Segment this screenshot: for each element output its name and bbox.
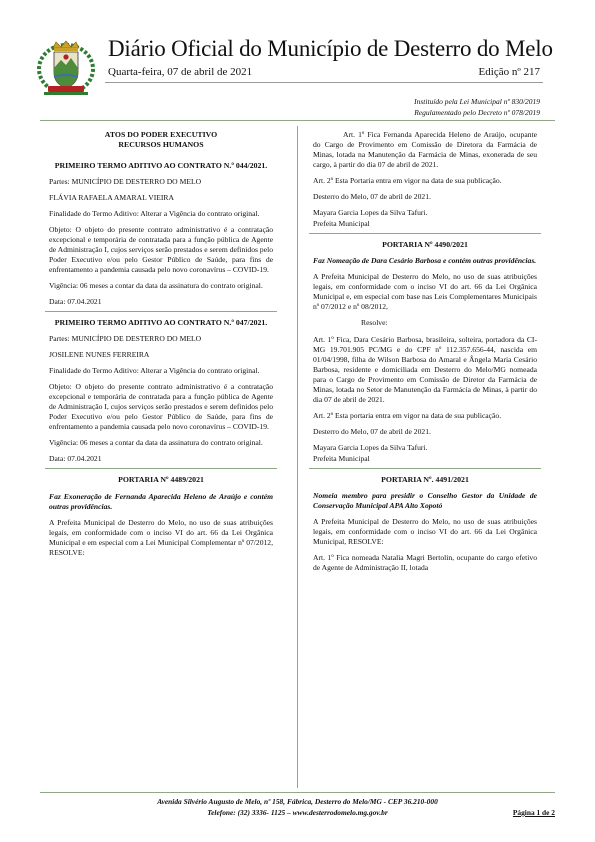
contract-date: Data: 07.04.2021	[49, 454, 102, 464]
portaria-heading: PORTARIA Nº. 4491/2021	[381, 474, 469, 484]
portaria-summary: Faz Exoneração de Fernanda Aparecida Heleno de Araújo e contém outras providências.	[49, 491, 273, 511]
section-divider	[45, 468, 277, 469]
content-top-rule	[40, 120, 555, 121]
content-bottom-rule	[40, 792, 555, 793]
section-subtitle: RECURSOS HUMANOS	[118, 140, 204, 150]
contract-heading: PRIMEIRO TERMO ADITIVO AO CONTRATO N.º 044/2021.	[54, 160, 268, 170]
contract-parties: Partes: MUNICÍPIO DE DESTERRO DO MELO	[49, 334, 202, 344]
municipal-crest-icon	[36, 38, 96, 100]
contract-parties: Partes: MUNICÍPIO DE DESTERRO DO MELO	[49, 176, 202, 186]
portaria-article: Art. 1º Fica Fernanda Aparecida Heleno de Araújo, ocupante do Cargo de Provimento em Comissão de Diretora da Farmácia de Minas, lotada na Manutenção da Farmácia de Minas, exonerada de seu cargo, à partir do dia 07 de abril de 2021.	[313, 130, 537, 170]
header-divider	[105, 82, 543, 83]
portaria-body: A Prefeita Municipal de Desterro do Melo, no uso de suas atribuições legais, em conformidade com o inciso VI do art. 66 da Lei Orgânica Municipal, RESOLVE:	[313, 516, 537, 547]
contract-purpose: Finalidade do Termo Aditivo: Alterar a Vigência do contrato original.	[49, 208, 260, 218]
contract-validity: Vigência: 06 meses a contar da data da assinatura do contrato original.	[49, 438, 263, 448]
section-divider	[309, 468, 541, 469]
portaria-heading: PORTARIA Nº 4489/2021	[118, 475, 204, 485]
right-column	[313, 130, 537, 579]
portaria-body: A Prefeita Municipal de Desterro do Melo, no uso de suas atribuições legais, em conformidade com o inciso VI do art. 66 da Lei Orgânica Municipal e em especial com a Lei Municipal Complementar nº 07/2012, RESOLVE:	[49, 517, 273, 557]
portaria-article: Art. 1º Fica, Dara Cesário Barbosa, brasileira, solteira, portadora da CI-MG 19.701.905 PC/MG e do CPF nº 112.357.656-44, nascida em 01/04/1998, filha de Wilson Barbosa do Amaral e Ângela Maria Cesário Barbosa, residente e domiciliada em Desterro do Melo/MG nomeada para o Cargo de Provimento em Comissão de Diretor da Farmácia de Minas, lotada no Setor de Manutenção da Farmácia de Minas, à partir do dia 07 de abril de 2021.	[313, 334, 537, 404]
footer-address: Avenida Silvério Augusto de Melo, nº 158, Fábrica, Desterro do Melo/MG - CEP 36.210-000	[157, 797, 438, 806]
section-divider	[309, 233, 541, 234]
issue-date: Quarta-feira, 07 de abril de 2021	[108, 66, 253, 78]
contract-purpose: Finalidade do Termo Aditivo: Alterar a Vigência do contrato original.	[49, 366, 260, 376]
newspaper-title: Diário Oficial do Município de Desterro do Melo	[108, 36, 553, 61]
contract-date: Data: 07.04.2021	[49, 296, 102, 306]
contract-heading: PRIMEIRO TERMO ADITIVO AO CONTRATO N.º 047/2021.	[54, 318, 268, 327]
portaria-body: A Prefeita Municipal de Desterro do Melo, no uso de suas atribuições legais, em conformidade com o inciso VI do art. 66 da Lei Orgânica Municipal e, em especial com base nas Leis Complementares Municipais nº 07/2012 e nº 08/2012,	[313, 272, 537, 312]
signatory-role: Prefeita Municipal	[313, 219, 370, 229]
resolve-label: Resolve:	[361, 318, 388, 328]
portaria-article: Art. 1º Fica nomeada Natalia Magri Bertolin, ocupante do cargo efetivo de Agente de Administração II, lotada	[313, 553, 537, 573]
portaria-article: Art. 2º Esta portaria entra em vigor na data de sua publicação.	[313, 410, 502, 420]
portaria-article: Art. 2º Esta Portaria entra em vigor na data de sua publicação.	[313, 176, 502, 186]
left-column	[49, 130, 273, 564]
regulated-note: Regulamentado pelo Decreto nº 078/2019	[414, 108, 540, 117]
portaria-place-date: Desterro do Melo, 07 de abril de 2021.	[313, 192, 431, 202]
page-number: Página 1 de 2	[512, 808, 555, 817]
instituted-note: Instituído pela Lei Municipal nº 830/2019	[414, 97, 540, 106]
section-title: ATOS DO PODER EXECUTIVO	[104, 130, 218, 139]
footer-contact: Telefone: (32) 3336- 1125 – www.desterrodomelo.mg.gov.br	[207, 808, 388, 817]
contract-contractor: JOSILENE NUNES FERREIRA	[49, 350, 150, 360]
signatory-name: Mayara Garcia Lopes da Silva Tafuri.	[313, 442, 428, 452]
column-separator	[297, 126, 298, 788]
contract-contractor: FLÁVIA RAFAELA AMARAL VIEIRA	[49, 192, 174, 202]
contract-object: Objeto: O objeto do presente contrato administrativo é a contratação excepcional e temporária de contratada para a função pública de Agente de Administração I, cujos serviços serão prestados e serem definidos pelo Poder Executivo e/ou pelo Gestor Público de Saúde, para fins de enfrentamento a pandemia causada pelo novo coronavírus – COVID-19.	[49, 382, 273, 432]
portaria-summary: Faz Nomeação de Dara Cesário Barbosa e contém outras providências.	[313, 256, 537, 266]
portaria-summary: Nomeia membro para presidir o Conselho Gestor da Unidade de Conservação Municipal APA Alto Xopotó	[313, 490, 537, 510]
contract-validity: Vigência: 06 meses a contar da data da assinatura do contrato original.	[49, 280, 263, 290]
section-divider	[45, 311, 277, 312]
edition-number: Edição nº 217	[478, 66, 540, 78]
signatory-name: Mayara Garcia Lopes da Silva Tafuri.	[313, 208, 428, 218]
contract-object: Objeto: O objeto do presente contrato administrativo é a contratação excepcional e temporária de contratada para a função pública de Agente de Administração I, cujos serviços serão prestados e serem definidos pelo Poder Executivo e/ou pelo Gestor Público de Saúde, para fins de enfrentamento a pandemia causada pelo novo coronavírus – COVID-19.	[49, 224, 273, 274]
portaria-heading: PORTARIA Nº 4490/2021	[382, 240, 468, 250]
portaria-place-date: Desterro do Melo, 07 de abril de 2021.	[313, 426, 431, 436]
signatory-role: Prefeita Municipal	[313, 453, 370, 463]
